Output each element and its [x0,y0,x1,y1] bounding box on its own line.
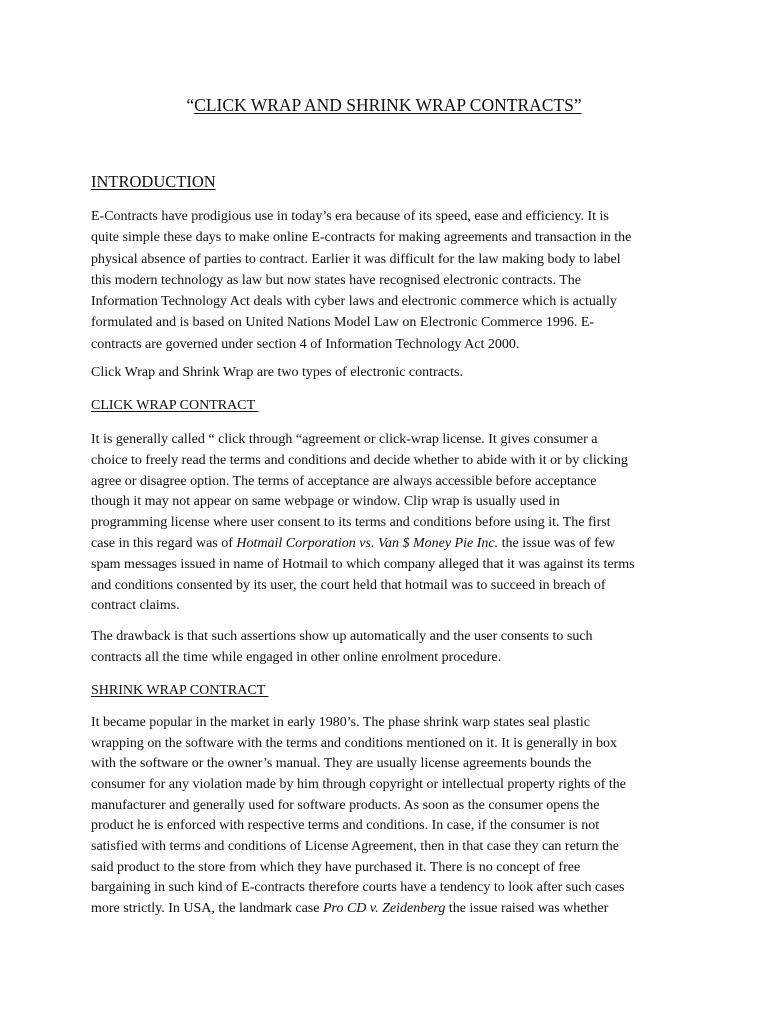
title-open-quote: “ [186,95,195,115]
paragraph-line: this modern technology as law but now states have recognised electronic contracts. The [91,272,581,288]
paragraph-line: Information Technology Act deals with cyber laws and electronic commerce which is actually [91,294,617,310]
paragraph-line: manufacturer and generally used for software products. As soon as the consumer opens the [91,797,600,813]
paragraph-line: product he is enforced with respective terms and conditions. In case, if the consumer is not [91,818,600,834]
paragraph-line: said product to the store from which they have purchased it. There is no concept of free [91,859,581,875]
introduction-paragraph [91,206,691,355]
paragraph-line: contracts are governed under section 4 of Information Technology Act 2000. [91,336,520,352]
case-name: Hotmail Corporation vs. Van $ Money Pie Inc. [236,535,499,551]
paragraph-line: formulated and is based on United Nations Model Law on Electronic Commerce 1996. E- [91,315,595,331]
paragraph-line: wrapping on the software with the terms and conditions mentioned on it. It is generally in box [91,735,618,751]
click-wrap-heading: CLICK WRAP CONTRACT [91,398,259,413]
drawback-paragraph [91,626,691,669]
click-wrap-paragraph [91,430,691,617]
paragraph-line: physical absence of parties to contract. Earlier it was difficult for the law making body to label [91,251,621,267]
shrink-wrap-paragraph [91,713,691,920]
paragraph-line: The drawback is that such assertions show up automatically and the user consents to such [91,629,593,644]
paragraph-line: consumer for any violation made by him through copyright or intellectual property rights of the [91,776,626,792]
paragraph-line: satisfied with terms and conditions of License Agreement, then in that case they can return the [91,838,619,854]
paragraph-line: bargaining in such kind of E-contracts therefore courts have a tendency to look after such cases [91,880,625,896]
paragraph-line-with-case [91,534,691,555]
paragraph-line: It became popular in the market in early 1980’s. The phase shrink warp states seal plastic [91,715,590,730]
paragraph-line: It is generally called “ click through “agreement or click-wrap license. It gives consumer a [91,432,598,447]
paragraph-line: though it may not appear on same webpage or window. Clip wrap is usually used in [91,494,560,510]
paragraph-line: and conditions consented by its user, the court held that hotmail was to succeed in breach of [91,577,606,593]
page-title [0,94,768,116]
case-line-end: the issue was of few [498,535,616,551]
case-line-start: more strictly. In USA, the landmark case [91,900,323,916]
paragraph-line: choice to freely read the terms and conditions and decide whether to abide with it or by clicking [91,452,628,468]
case-line-end: the issue raised was whether [445,900,609,916]
title-text: CLICK WRAP AND SHRINK WRAP CONTRACTS” [194,95,582,115]
paragraph-line: Click Wrap and Shrink Wrap are two types of electronic contracts. [91,365,463,380]
paragraph-line-with-case [91,899,691,920]
case-line-start: case in this regard was of [91,535,237,551]
types-sentence [91,362,691,383]
paragraph-line: with the software or the owner’s manual. They are usually license agreements bounds the [91,756,592,772]
shrink-wrap-heading: SHRINK WRAP CONTRACT [91,683,269,698]
paragraph-line: contract claims. [91,598,180,614]
paragraph-line: programming license where user consent to its terms and conditions before using it. The first [91,515,611,531]
case-name: Pro CD v. Zeidenberg [322,900,446,916]
paragraph-line: contracts all the time while engaged in other online enrolment procedure. [91,650,502,666]
paragraph-line: agree or disagree option. The terms of acceptance are always accessible before acceptance [91,473,597,489]
paragraph-line: quite simple these days to make online E-contracts for making agreements and transaction in the [91,230,632,246]
paragraph-line: spam messages issued in name of Hotmail to which company alleged that it was against its terms [91,556,635,572]
paragraph-line: E-Contracts have prodigious use in today’s era because of its speed, ease and efficiency. It is [91,209,609,224]
introduction-heading: INTRODUCTION [91,172,216,191]
